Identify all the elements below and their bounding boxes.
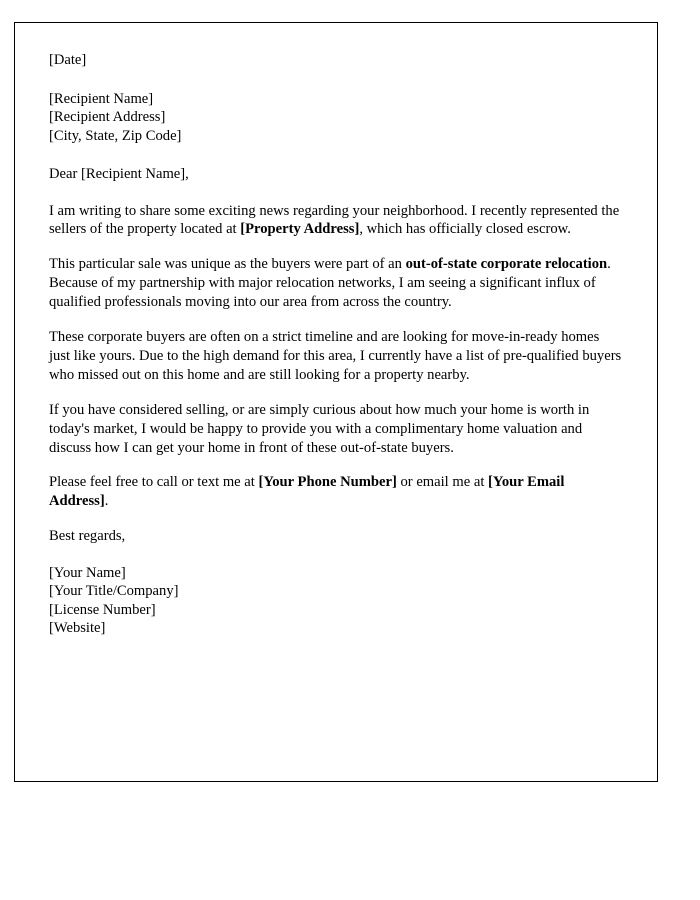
date-placeholder: [Date] (49, 52, 87, 68)
recipient-name-line: [Recipient Name] (49, 90, 154, 107)
paragraph-valuation-run-0: If you have considered selling, or are simply curious about how much your home is worth in today's market, I would be happy to provide you with a complimentary home valuation and discuss how I can get your home in front of these out-of-state buyers. (49, 401, 590, 456)
paragraph-valuation (49, 401, 623, 458)
paragraph-intro-run-1: [Property Address] (240, 221, 360, 238)
paragraph-relocation-run-1: out-of-state corporate relocation (405, 256, 608, 273)
salutation: Dear [Recipient Name], (49, 166, 189, 182)
signature-block (49, 564, 623, 638)
recipient-address-line: [Recipient Address] (49, 109, 166, 125)
letter-frame (14, 22, 658, 782)
paragraph-contact-run-3: [Your Email Address] (49, 474, 565, 510)
paragraph-contact (49, 473, 623, 511)
recipient-city-state-zip-line: [City, State, Zip Code] (49, 127, 182, 144)
letter-body (15, 23, 657, 638)
paragraph-intro-run-0: I am writing to share some exciting news regarding your neighborhood. I recently represented the sellers of the property located at (49, 202, 620, 238)
paragraph-demand-run-0: These corporate buyers are often on a strict timeline and are looking for move-in-ready homes just like yours. Due to the high demand for this area, I currently have a list of pre-qualified buyers who missed out on this home and are still looking for a property nearby. (49, 329, 622, 383)
signature-website-line: [Website] (49, 620, 106, 637)
paragraph-relocation (49, 255, 623, 312)
recipient-address-block (49, 90, 623, 146)
paragraph-contact-run-0: Please feel free to call or text me at (49, 474, 259, 491)
paragraph-intro-run-2: , which has officially closed escrow. (359, 221, 571, 238)
paragraph-demand (49, 328, 623, 385)
signature-name-line: [Your Name] (49, 564, 126, 581)
paragraph-contact-run-2: or email me at (396, 474, 489, 491)
paragraph-contact-run-4: . (104, 493, 109, 510)
signature-title-line: [Your Title/Company] (49, 583, 179, 600)
paragraph-contact-run-1: [Your Phone Number] (258, 474, 397, 491)
signature-license-line: [License Number] (49, 601, 156, 618)
paragraph-relocation-run-2: . Because of my partnership with major relocation networks, I am seeing a significant influx of qualified professionals moving into our area from across the country. (49, 256, 611, 311)
paragraph-intro (49, 202, 623, 240)
date-block (49, 51, 623, 70)
paragraph-relocation-run-0: This particular sale was unique as the buyers were part of an (49, 256, 406, 273)
closing-line: Best regards, (49, 528, 126, 545)
letter-paragraphs (49, 202, 623, 512)
